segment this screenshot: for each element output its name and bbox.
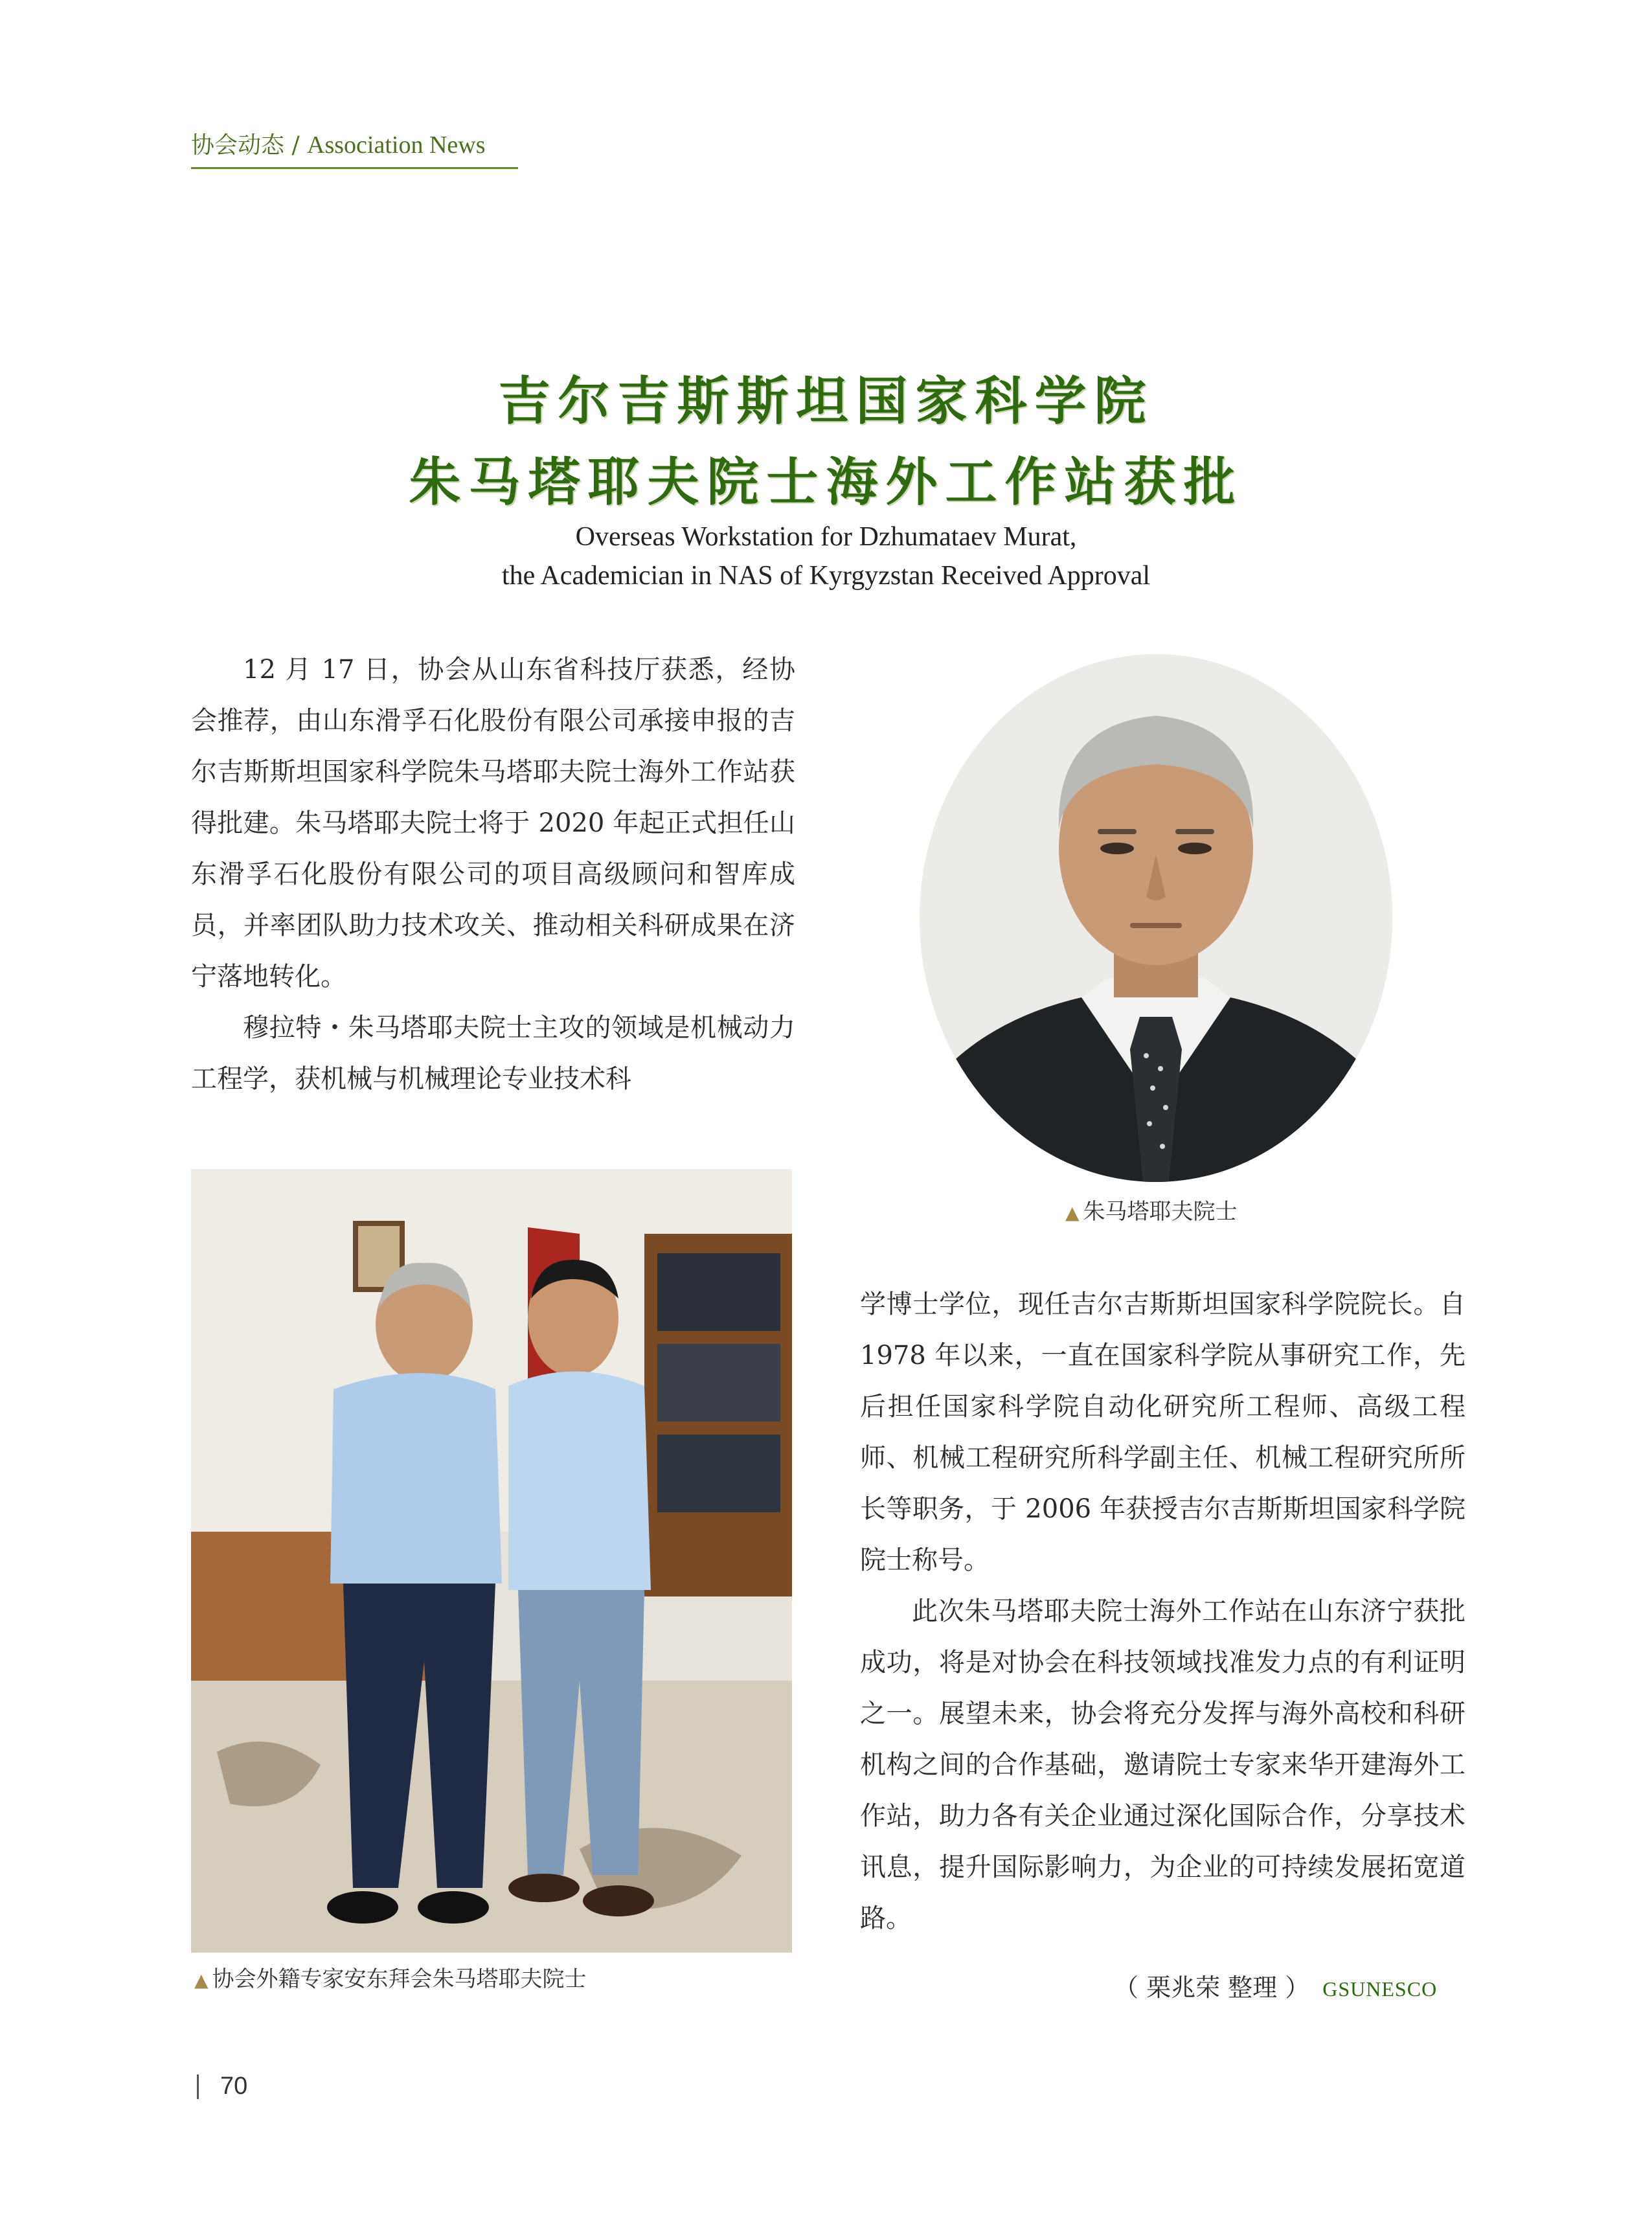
title-en-line1: Overseas Workstation for Dzhumataev Murat, [575,522,1077,552]
group-photo-illustration [191,1169,792,1953]
group-photo-caption-text: 协会外籍专家安东拜会朱马塔耶夫院士 [212,1966,587,1992]
credit-text: （ 栗兆荣 整理 ） [1114,1973,1310,2002]
author-credit [1114,1968,1437,2003]
paragraph-2-continued: 学博士学位，现任吉尔吉斯斯坦国家科学院院长。自 1978 年以来，一直在国家科学院从事研究工作，先后担任国家科学院自动化研究所工程师、高级工程师、机械工程研究所科学副主任、机械工程研究所所长等职务，于 2006 年获授吉尔吉斯斯坦国家科学院院士称号。 [860,1289,1465,1575]
page-number-bar [197,2074,199,2099]
paragraph-1: 12 月 17 日，协会从山东省科技厅获悉，经协会推荐，由山东滑孚石化股份有限公司承接申报的吉尔吉斯斯坦国家科学院朱马塔耶夫院士海外工作站获得批建。朱马塔耶夫院士将于 2020 年起正式担任山东滑孚石化股份有限公司的项目高级顾问和智库成员，并率团队助力技术攻关、推动相关科研成果在济宁落地转化。 [191,655,795,992]
portrait-caption-text: 朱马塔耶夫院士 [1083,1199,1238,1225]
title-en-line2: the Academician in NAS of Kyrgyzstan Received Approval [501,561,1151,591]
triangle-icon: ▲ [194,1970,209,1991]
portrait-photo [920,654,1392,1182]
paragraph-3: 此次朱马塔耶夫院士海外工作站在山东济宁获批成功，将是对协会在科技领域找准发力点的有利证明之一。展望未来，协会将充分发挥与海外高校和科研机构之间的合作基础，邀请院士专家来华开建海外工作站，助力各有关企业通过深化国际合作，分享技术讯息，提升国际影响力，为企业的可持续发展拓宽道路。 [860,1596,1465,1933]
section-tag-cn: 协会动态 / [191,132,308,159]
credit-org: GSUNESCO [1322,1977,1438,2001]
section-tag [191,127,486,160]
article-column-left [191,644,795,1105]
portrait-illustration [920,654,1392,1182]
group-photo [191,1169,792,1953]
article-column-right [860,1279,1465,1944]
portrait-caption [1065,1194,1238,1225]
title-cn-line1: 吉尔吉斯斯坦国家科学院 [498,371,1154,431]
header-rule [191,167,518,169]
title-cn-line2: 朱马塔耶夫院士海外工作站获批 [409,452,1243,512]
triangle-icon: ▲ [1065,1202,1080,1223]
paragraph-2-start: 穆拉特・朱马塔耶夫院士主攻的领域是机械动力工程学，获机械与机械理论专业技术科 [191,1013,795,1094]
section-tag-en: Association News [307,131,486,159]
page-number: 70 [220,2073,248,2100]
group-photo-caption [194,1961,587,1993]
